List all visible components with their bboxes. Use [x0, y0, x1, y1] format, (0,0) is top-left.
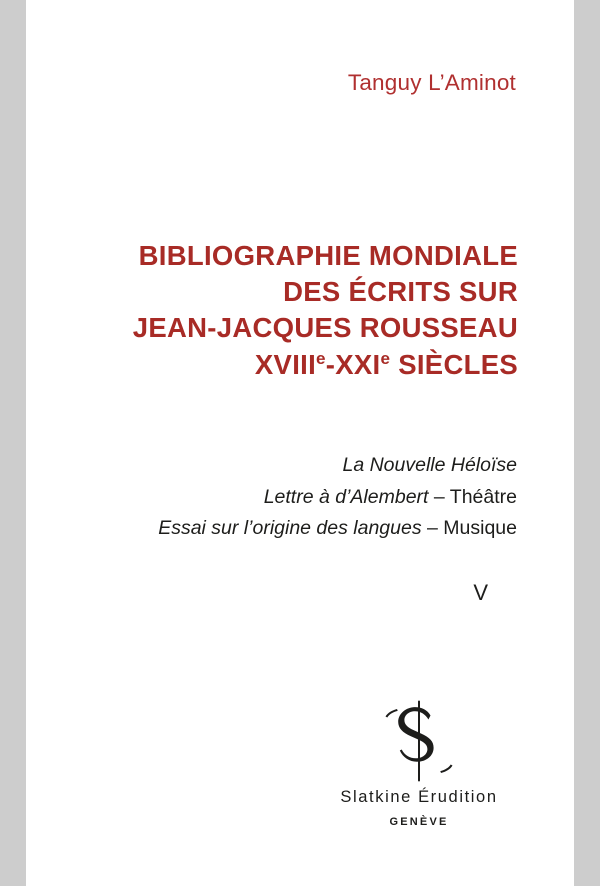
volume-number: V	[473, 580, 488, 605]
century-second: XXI	[335, 349, 381, 381]
publisher-name: Slatkine Érudition	[340, 788, 498, 806]
subtitle-roman-2: – Théâtre	[428, 485, 517, 508]
author-name: Tanguy L’Aminot	[347, 70, 516, 95]
cover-inner	[26, 0, 574, 886]
subtitle-italic-2: Lettre à d’Alembert	[263, 485, 429, 508]
publisher-block	[294, 698, 544, 828]
century-second-sup: e	[380, 349, 391, 369]
slatkine-s-monogram-icon	[294, 698, 544, 784]
subtitle-italic-1: La Nouvelle Héloïse	[342, 454, 517, 476]
title-centuries	[26, 347, 518, 383]
subtitle-italic-3: Essai sur l’origine des langues	[158, 517, 422, 540]
subtitle-line-3	[26, 513, 517, 545]
century-label: SIÈCLES	[390, 349, 518, 381]
subtitle-line-1	[26, 450, 517, 482]
book-title	[26, 238, 518, 383]
century-separator: -	[325, 349, 336, 381]
century-first-sup: e	[316, 349, 326, 369]
title-line-2: DES ÉCRITS SUR	[283, 275, 518, 307]
title-line-1: BIBLIOGRAPHIE MONDIALE	[138, 240, 518, 271]
book-subtitle	[26, 450, 517, 545]
subtitle-line-2	[26, 482, 517, 514]
subtitle-roman-3: – Musique	[421, 517, 517, 540]
book-cover	[26, 0, 574, 886]
publisher-city: GENÈVE	[389, 816, 449, 828]
title-line-3: JEAN-JACQUES ROUSSEAU	[132, 311, 518, 343]
century-first: XVIII	[254, 349, 317, 381]
